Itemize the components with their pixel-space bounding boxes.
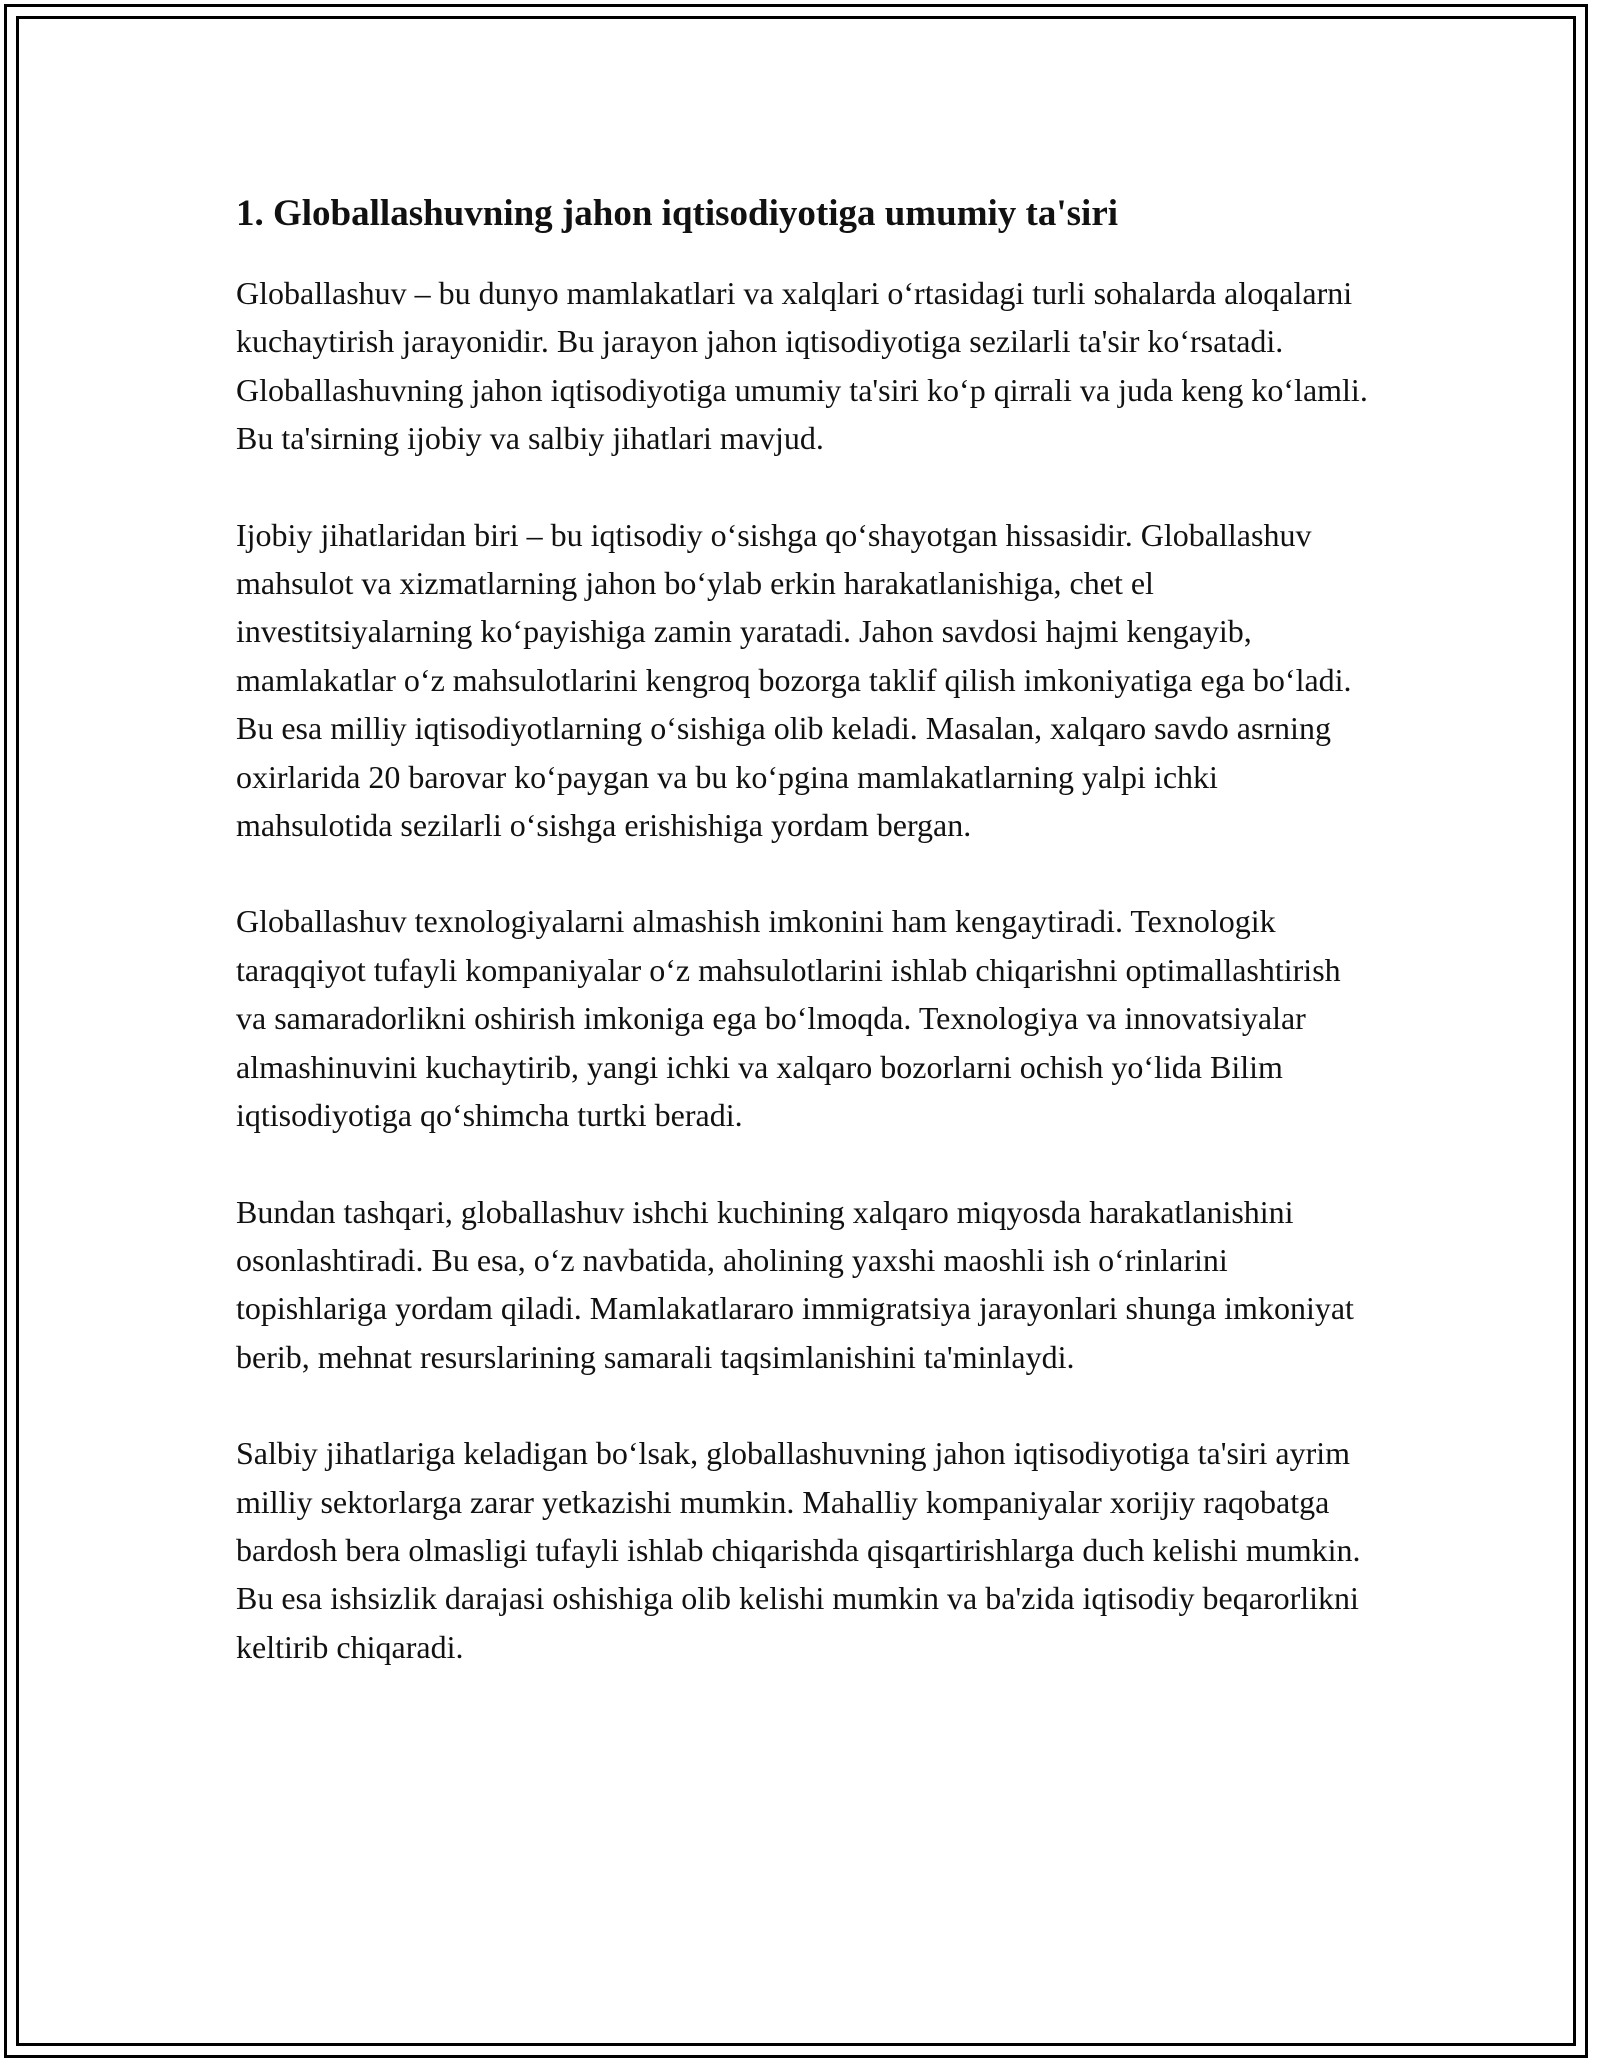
section-title: 1. Globallashuvning jahon iqtisodiyotiga umumiy ta'siri <box>236 193 1119 234</box>
paragraph-intro: Globallashuv – bu dunyo mamlakatlari va xalqlari oʻrtasidagi turli sohalarda aloqalarni kuchaytirish jarayonidir. Bu jarayon jahon iqtisodiyotiga sezilarli ta'sir koʻrsatadi. Globallashuvning jahon iqtisodiyotiga umumiy ta'siri koʻp qirrali va juda keng koʻlamli. Bu ta'sirning ijobiy va salbiy jihatlari mavjud. <box>236 275 1368 457</box>
paragraph-technology: Globallashuv texnologiyalarni almashish imkonini ham kengaytiradi. Texnologik taraqqiyot tufayli kompaniyalar oʻz mahsulotlarini ishlab chiqarishni optimallashtirish va samaradorlikni oshirish imkoniga ega boʻlmoqda. Texnologiya va innovatsiyalar almashinuvini kuchaytirib, yangi ichki va xalqaro bozorlarni ochish yoʻlida Bilim iqtisodiyotiga qoʻshimcha turtki beradi. <box>236 903 1341 1134</box>
paragraph-labor-mobility: Bundan tashqari, globallashuv ishchi kuchining xalqaro miqyosda harakatlanishini osonlashtiradi. Bu esa, oʻz navbatida, aholining yaxshi maoshli ish oʻrinlarini topishlariga yordam qiladi. Mamlakatlararo immigratsiya jarayonlari shunga imkoniyat berib, mehnat resurslarining samarali taqsimlanishini ta'minlaydi. <box>236 1193 1354 1375</box>
paragraph-negative-aspects: Salbiy jihatlariga keladigan boʻlsak, globallashuvning jahon iqtisodiyotiga ta'siri ayrim milliy sektorlarga zarar yetkazishi mumkin. Mahalliy kompaniyalar xorijiy raqobatga bardosh bera olmasligi tufayli ishlab chiqarishda qisqartirishlarga duch kelishi mumkin. Bu esa ishsizlik darajasi oshishiga olib kelishi mumkin va ba'zida iqtisodiy beqarorlikni keltirib chiqaradi. <box>236 1435 1361 1665</box>
document-body <box>236 185 1376 1719</box>
paragraph-positive-growth: Ijobiy jihatlaridan biri – bu iqtisodiy oʻsishga qoʻshayotgan hissasidir. Globallashuv mahsulot va xizmatlarning jahon boʻylab erkin harakatlanishiga, chet el investitsiyalarning koʻpayishiga zamin yaratadi. Jahon savdosi hajmi kengayib, mamlakatlar oʻz mahsulotlarini kengroq bozorga taklif qilish imkoniyatiga ega boʻladi. Bu esa milliy iqtisodiyotlarning oʻsishiga olib keladi. Masalan, xalqaro savdo asrning oxirlarida 20 barovar koʻpaygan va bu koʻpgina mamlakatlarning yalpi ichki mahsulotida sezilarli oʻsishga erishishiga yordam bergan. <box>236 516 1352 844</box>
